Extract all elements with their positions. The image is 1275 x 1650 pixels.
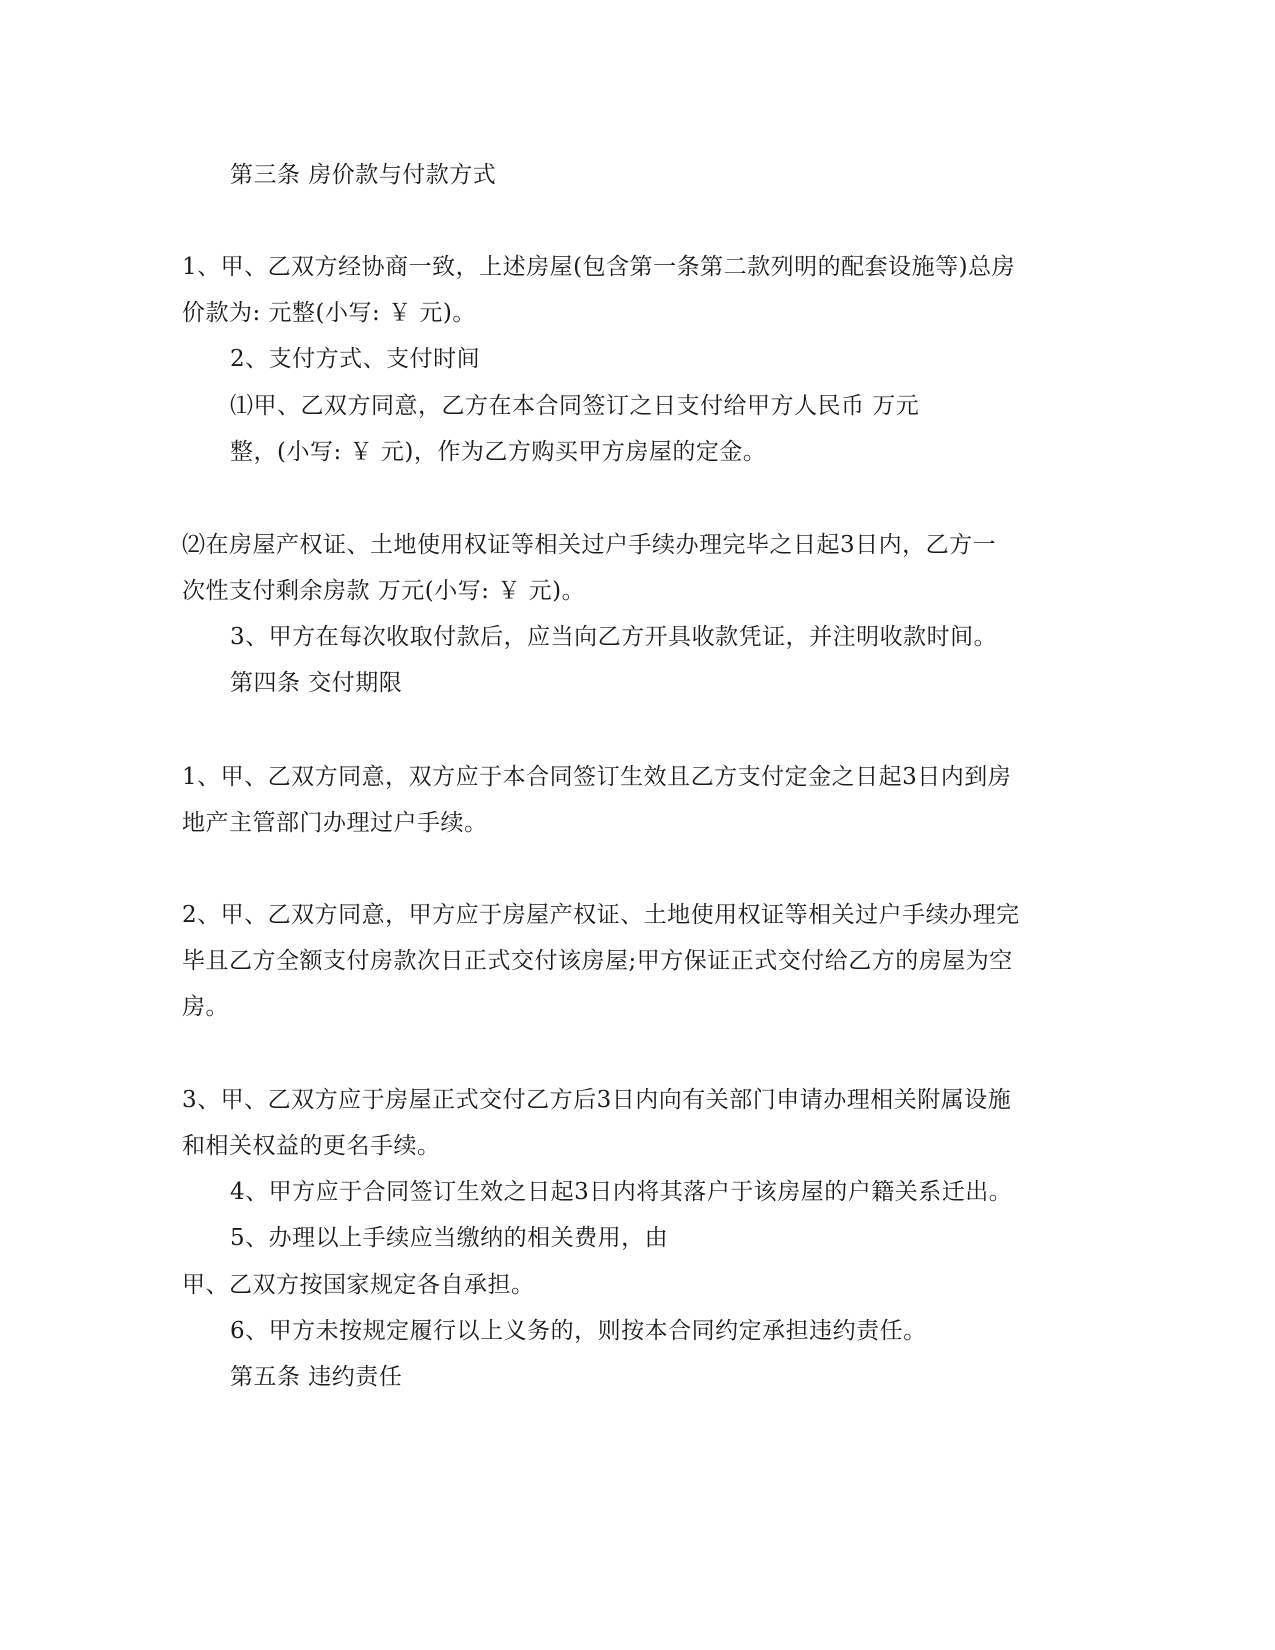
article-3-heading: 第三条 房价款与付款方式 [230, 162, 497, 188]
paragraph-line: 房。 [182, 994, 229, 1020]
paragraph-line: 地产主管部门办理过户手续。 [182, 810, 488, 836]
paragraph-line: 3、甲、乙双方应于房屋正式交付乙方后3日内向有关部门申请办理相关附属设施 [182, 1087, 1012, 1113]
paragraph-line: 价款为: 元整(小写: ￥ 元)。 [182, 300, 476, 326]
paragraph-line: 2、甲、乙双方同意，甲方应于房屋产权证、土地使用权证等相关过户手续办理完 [182, 902, 1020, 928]
paragraph-line: 次性支付剩余房款 万元(小写: ￥ 元)。 [182, 578, 586, 604]
paragraph-line: 毕且乙方全额支付房款次日正式交付该房屋;甲方保证正式交付给乙方的房屋为空 [182, 948, 1013, 974]
article-4-heading: 第四条 交付期限 [230, 670, 403, 696]
paragraph-line: 2、支付方式、支付时间 [230, 346, 481, 372]
paragraph-line: 甲、乙双方按国家规定各自承担。 [182, 1272, 535, 1298]
paragraph-line: ⑴甲、乙双方同意，乙方在本合同签订之日支付给甲方人民币 万元 [230, 393, 920, 419]
paragraph-line: 3、甲方在每次收取付款后，应当向乙方开具收款凭证，并注明收款时间。 [230, 624, 998, 650]
paragraph-line: 1、甲、乙双方同意，双方应于本合同签订生效且乙方支付定金之日起3日内到房 [182, 764, 1012, 790]
paragraph-line: 4、甲方应于合同签订生效之日起3日内将其落户于该房屋的户籍关系迁出。 [230, 1179, 1013, 1205]
paragraph-line: 整，(小写: ￥ 元)，作为乙方购买甲方房屋的定金。 [230, 439, 767, 465]
paragraph-line: 5、办理以上手续应当缴纳的相关费用，由 [230, 1225, 669, 1251]
paragraph-line: 和相关权益的更名手续。 [182, 1133, 441, 1159]
article-5-heading: 第五条 违约责任 [230, 1364, 403, 1390]
paragraph-line: 6、甲方未按规定履行以上义务的，则按本合同约定承担违约责任。 [230, 1318, 927, 1344]
paragraph-line: 1、甲、乙双方经协商一致，上述房屋(包含第一条第二款列明的配套设施等)总房 [182, 254, 1016, 280]
paragraph-line: ⑵在房屋产权证、土地使用权证等相关过户手续办理完毕之日起3日内，乙方一 [182, 532, 997, 558]
